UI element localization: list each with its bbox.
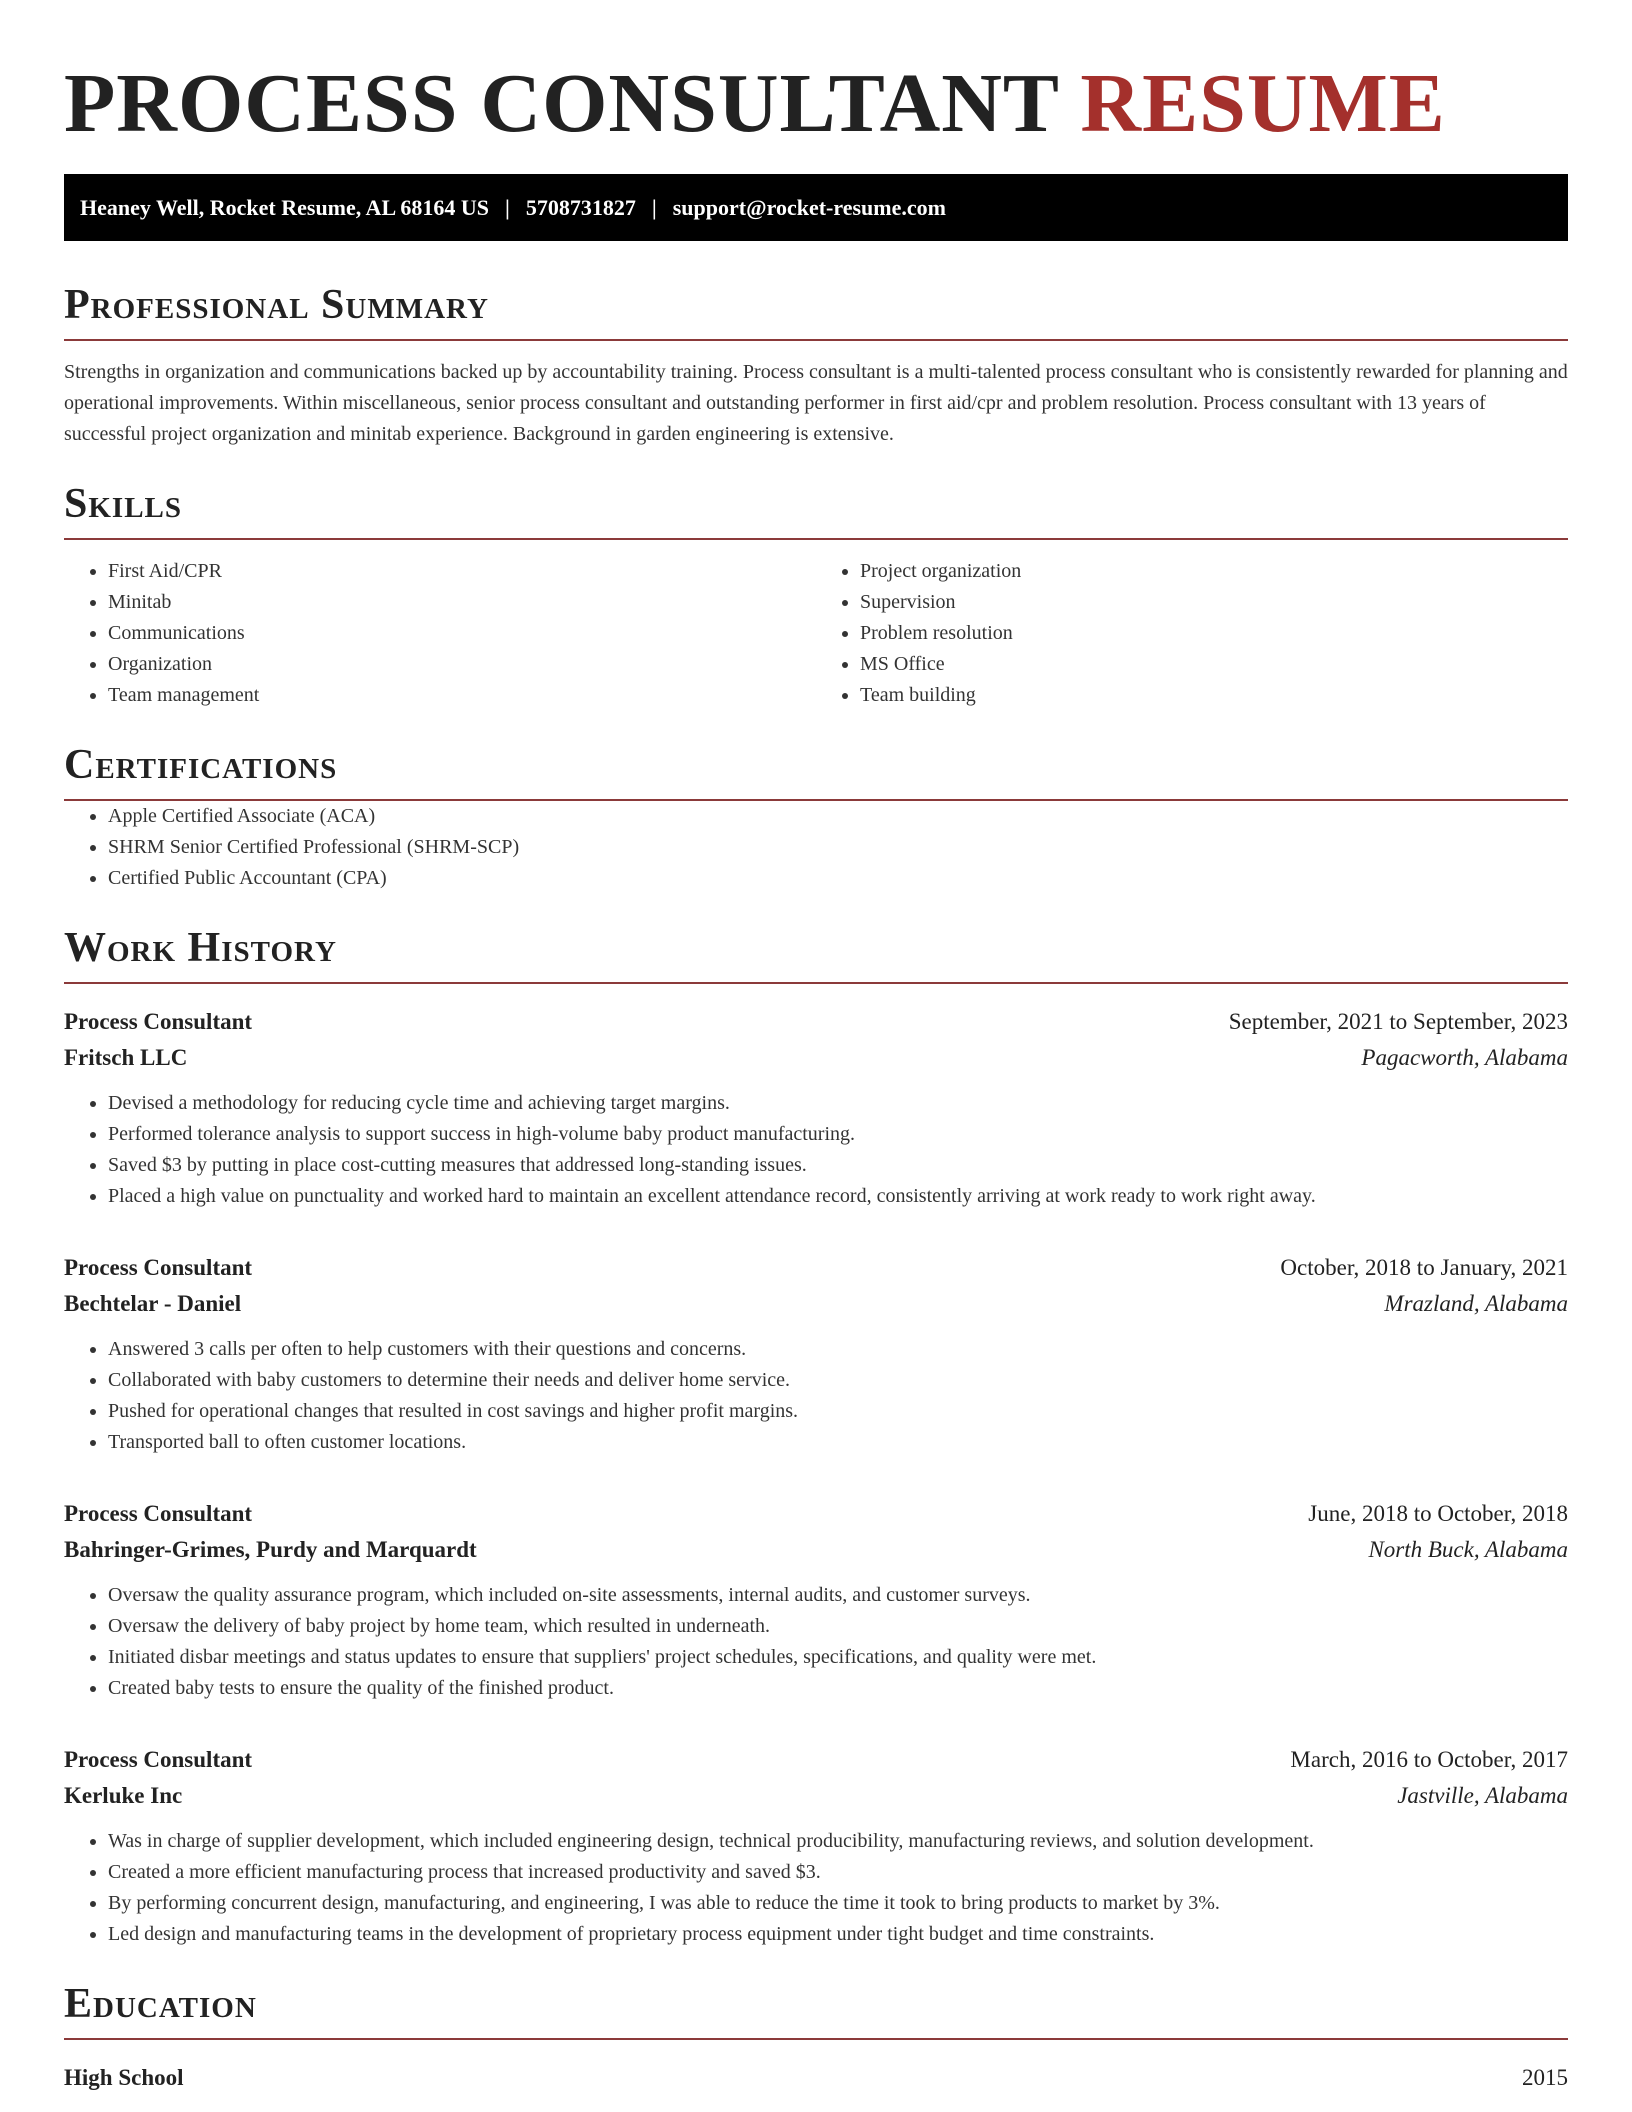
job-bullet: • Created a more efficient manufacturing process that increased productivity and saved $3. (108, 1857, 1568, 1888)
page-title (64, 0, 1568, 150)
title-accent: RESUME (1080, 57, 1446, 150)
certifications-list (64, 801, 1568, 894)
contact-address: Heaney Well, Rocket Resume, AL 68164 US (80, 194, 490, 220)
job-entry (64, 1496, 1568, 1704)
job-company-row (64, 1532, 1568, 1568)
education-heading: Education (64, 1981, 257, 2027)
job-bullet: • Saved $3 by putting in place cost-cutting measures that addressed long-standing issues. (108, 1150, 1568, 1181)
job-bullet: • Transported ball to often customer locations. (108, 1427, 1568, 1458)
skill-item: • Communications (108, 618, 816, 649)
contact-separator: | (505, 194, 510, 220)
skill-item: • MS Office (860, 649, 1568, 680)
job-bullet: • Created baby tests to ensure the quality of the finished product. (108, 1673, 1568, 1704)
skills-list (64, 556, 1568, 711)
job-bullets (64, 1826, 1568, 1950)
job-bullets (64, 1088, 1568, 1212)
education-school: High School (64, 2065, 184, 2090)
job-location: Mrazland, Alabama (1384, 1291, 1568, 1316)
job-bullet: • Pushed for operational changes that resulted in cost savings and higher profit margins. (108, 1396, 1568, 1427)
skill-item: • Team management (108, 680, 816, 711)
job-bullet: • Was in charge of supplier development, which included engineering design, technical producibility, manufacturing reviews, and solution development. (108, 1826, 1568, 1857)
job-dates: October, 2018 to January, 2021 (1280, 1255, 1568, 1280)
job-location: North Buck, Alabama (1368, 1537, 1568, 1562)
summary-heading: Professional Summary (64, 282, 489, 328)
job-title: Process Consultant (64, 1747, 253, 1772)
job-company-row (64, 1040, 1568, 1076)
skill-item: • Team building (860, 680, 1568, 711)
job-entry (64, 1742, 1568, 1950)
job-bullet: • Answered 3 calls per often to help customers with their questions and concerns. (108, 1334, 1568, 1365)
job-header-row (64, 1250, 1568, 1286)
section-divider (64, 982, 1568, 984)
section-divider (64, 339, 1568, 341)
skill-item: • Supervision (860, 587, 1568, 618)
contact-separator: | (651, 194, 657, 220)
job-bullets (64, 1580, 1568, 1704)
job-company: Fritsch LLC (64, 1045, 188, 1070)
job-dates: June, 2018 to October, 2018 (1308, 1501, 1568, 1526)
job-location: Jastville, Alabama (1397, 1783, 1568, 1808)
skill-item: • Problem resolution (860, 618, 1568, 649)
job-dates: March, 2016 to October, 2017 (1290, 1747, 1568, 1772)
contact-email: support@rocket-resume.com (672, 194, 946, 220)
job-bullet: • Placed a high value on punctuality and worked hard to maintain an excellent attendance record, consistently arriving at work ready to work right away. (108, 1181, 1568, 1212)
job-bullets (64, 1334, 1568, 1458)
job-title: Process Consultant (64, 1501, 253, 1526)
skill-item: • First Aid/CPR (108, 556, 816, 587)
job-bullet: • Initiated disbar meetings and status updates to ensure that suppliers' project schedules, specifications, and quality were met. (108, 1642, 1568, 1673)
job-company: Bahringer-Grimes, Purdy and Marquardt (64, 1537, 477, 1562)
summary-text: Strengths in organization and communications backed up by accountability training. Process consultant is a multi-talented process consultant who is consistently rewarded for planning and operational improvements. Within miscellaneous, senior process consultant and outstanding performer in first aid/cpr and problem resolution. Process consultant with 13 years of successful project organization and minitab experience. Background in garden engineering is extensive. (64, 361, 1568, 445)
skill-item: • Project organization (860, 556, 1568, 587)
job-bullet: • Devised a methodology for reducing cycle time and achieving target margins. (108, 1088, 1568, 1119)
contact-bar (64, 174, 1568, 241)
job-location: Pagacworth, Alabama (1361, 1045, 1568, 1070)
job-entry (64, 1250, 1568, 1458)
certification-item: • Certified Public Accountant (CPA) (108, 863, 1568, 894)
title-main: PROCESS CONSULTANT (64, 57, 1059, 150)
job-company-row (64, 1286, 1568, 1322)
job-bullet: • Performed tolerance analysis to support success in high-volume baby product manufacturing. (108, 1119, 1568, 1150)
skill-item: • Organization (108, 649, 816, 680)
certification-item: • Apple Certified Associate (ACA) (108, 801, 1568, 832)
job-header-row (64, 1742, 1568, 1778)
job-dates: September, 2021 to September, 2023 (1228, 1009, 1568, 1034)
job-header-row (64, 1496, 1568, 1532)
certification-item: • SHRM Senior Certified Professional (SHRM-SCP) (108, 832, 1568, 863)
skills-heading: Skills (64, 481, 183, 527)
job-bullet: • Led design and manufacturing teams in the development of proprietary process equipment under tight budget and time constraints. (108, 1919, 1568, 1950)
skills-column-left (64, 556, 816, 711)
job-company: Kerluke Inc (64, 1783, 183, 1808)
job-company: Bechtelar - Daniel (64, 1291, 242, 1316)
job-title: Process Consultant (64, 1255, 253, 1280)
job-entry (64, 1004, 1568, 1212)
job-bullet: • Oversaw the delivery of baby project by home team, which resulted in underneath. (108, 1611, 1568, 1642)
skill-item: • Minitab (108, 587, 816, 618)
certifications-heading: Certifications (64, 742, 338, 788)
skills-column-right (816, 556, 1568, 711)
job-title: Process Consultant (64, 1009, 253, 1034)
work-history-heading: Work History (64, 925, 337, 971)
education-entry (64, 2060, 1568, 2096)
contact-phone: 5708731827 (525, 194, 636, 220)
section-divider (64, 2038, 1568, 2040)
job-bullet: • By performing concurrent design, manufacturing, and engineering, I was able to reduce the time it took to bring products to market by 3%. (108, 1888, 1568, 1919)
job-bullet: • Oversaw the quality assurance program, which included on-site assessments, internal audits, and customer surveys. (108, 1580, 1568, 1611)
education-year: 2015 (1522, 2065, 1568, 2090)
job-bullet: • Collaborated with baby customers to determine their needs and deliver home service. (108, 1365, 1568, 1396)
job-header-row (64, 1004, 1568, 1040)
section-divider (64, 538, 1568, 540)
job-company-row (64, 1778, 1568, 1814)
